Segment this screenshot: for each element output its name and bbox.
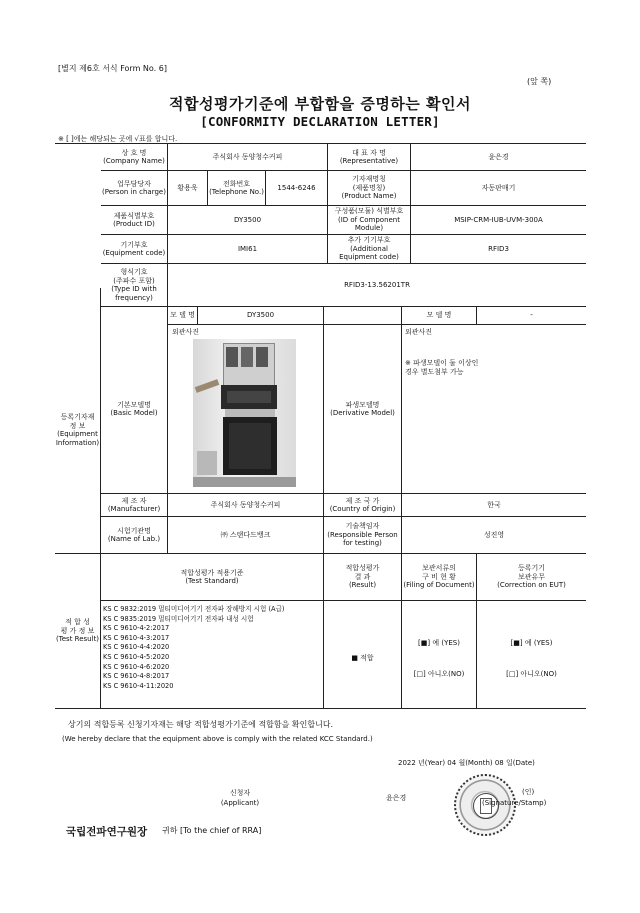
test-standard-list — [103, 605, 321, 691]
test-standard-item: KS C 9610-4-4:2020 — [103, 643, 170, 652]
basic-model-name-label: 모 델 명 — [170, 311, 195, 320]
product-name-label: 기자재명칭 (제품명칭) (Product Name) — [341, 175, 397, 201]
type-id-label: 형식기호 (주파수 포함) (Type ID with frequency) — [111, 268, 157, 302]
front-side-label: (앞 쪽) — [527, 77, 552, 86]
component-id-value: MSIP-CRM-IUB-UVM-300A — [454, 215, 543, 224]
applicant-label-korean: 신청자 — [229, 789, 251, 797]
manufacturer-label: 제 조 자 (Manufacturer) — [107, 496, 161, 513]
responsible-person-value: 성진영 — [483, 530, 505, 539]
basic-model-name-value: DY3500 — [246, 311, 275, 320]
document-title-english: [CONFORMITY DECLARATION LETTER] — [200, 114, 440, 129]
declaration-english: (We hereby declare that the equipment above is comply with the related KCC Standard.) — [62, 735, 373, 743]
form-number: [별지 제6호 서식 Form No. 6] — [58, 64, 167, 73]
result-header: 적합성평가 결 과 (Result) — [345, 564, 380, 590]
test-standard-item: KS C 9610-4-3:2017 — [103, 633, 170, 642]
applicant-label-english: (Applicant) — [220, 799, 260, 807]
test-standard-item: KS C 9610-4-11:2020 — [103, 681, 174, 690]
product-id-label: 제품식별부호 (Product ID) — [113, 211, 155, 228]
equipment-information-section-label: 등록기자재 정 보 (Equipment Information) — [55, 413, 100, 447]
additional-equipment-code-label: 추가 기기부호 (Additional Equipment code) — [339, 236, 399, 262]
checkmark-note: ※ [ ]에는 해당되는 곳에 √표를 합니다. — [58, 135, 178, 143]
telephone-label: 전화번호 (Telephone No.) — [209, 179, 264, 196]
equipment-code-label: 기기부호 (Equipment code) — [102, 240, 166, 257]
document-title-korean: 적합성평가기준에 부합함을 증명하는 확인서 — [169, 95, 471, 113]
correction-no-checkbox[interactable]: [□] 아니오(NO) — [506, 669, 557, 678]
test-standard-item: KS C 9610-4-6:2020 — [103, 662, 170, 671]
person-in-charge-value: 황용욱 — [177, 183, 198, 192]
manufacturer-value: 주식회사 동양청수커피 — [210, 500, 281, 509]
product-name-value: 자동판매기 — [481, 183, 516, 192]
recipient-korean: 국립전파연구원장 — [66, 826, 148, 838]
representative-value: 윤은경 — [488, 152, 509, 161]
basic-model-photo-label: 외관사진 — [172, 328, 200, 336]
filing-yes-checkbox[interactable]: [■] 예 (YES) — [418, 638, 460, 647]
country-of-origin-label: 제 조 국 가 (Country of Origin) — [329, 496, 396, 513]
representative-label: 대 표 자 명 (Representative) — [339, 148, 399, 165]
test-result-section-label: 적 합 성 평 가 정 보 (Test Result) — [55, 618, 100, 644]
basic-model-label: 기본모델명 (Basic Model) — [110, 400, 158, 417]
derivative-model-name-label: 모 델 명 — [426, 311, 452, 320]
person-in-charge-label: 업무담당자 (Person in charge) — [102, 179, 166, 196]
additional-equipment-code-value: RFID3 — [488, 244, 509, 253]
test-standard-item: KS C 9610-4-2:2017 — [103, 624, 170, 633]
derivative-model-name-value: - — [530, 311, 533, 320]
product-id-value: DY3500 — [233, 215, 262, 224]
seal-suffix: (인) — [522, 788, 535, 796]
derivative-model-label: 파생모델명 (Derivative Model) — [330, 400, 395, 417]
correction-on-eut-header: 등록기기 보관유무 (Correction on EUT) — [497, 564, 566, 590]
filing-of-document-header: 보관서류의 구 비 현 황 (Filing of Document) — [403, 564, 475, 590]
type-id-value: RFID3-13.56201TR — [344, 280, 410, 289]
test-standard-item: KS C 9610-4-8:2017 — [103, 672, 170, 681]
filing-no-checkbox[interactable]: [□] 아니오(NO) — [413, 669, 465, 678]
test-standard-item: KS C 9610-4-5:2020 — [103, 652, 170, 661]
lab-name-value: ㈜ 스탠다드뱅크 — [220, 530, 271, 539]
derivative-model-photo-label: 외관사진 — [405, 328, 433, 336]
derivative-model-note: ※ 파생모델이 둘 이상인 경우 별도첨부 가능 — [405, 359, 479, 376]
signature-stamp-label: (Signature/Stamp) — [482, 799, 547, 807]
responsible-person-label: 기술책임자 (Responsible Person for testing) — [327, 522, 398, 548]
lab-name-label: 시험기관명 (Name of Lab.) — [107, 526, 161, 543]
correction-yes-checkbox[interactable]: [■] 예 (YES) — [510, 638, 553, 647]
company-name-value: 주식회사 동양청수커피 — [212, 152, 283, 161]
test-standard-header: 적합성평가 적용기준 (Test Standard) — [180, 568, 244, 585]
applicant-name: 윤은경 — [386, 794, 407, 802]
company-name-label: 상 호 명 (Company Name) — [103, 148, 165, 165]
telephone-value: 1544-6246 — [277, 183, 316, 192]
declaration-date: 2022 년(Year) 04 월(Month) 08 일(Date) — [398, 759, 535, 767]
component-id-label: 구성품(모듈) 식별부호 (ID of Component Module) — [334, 207, 404, 233]
test-standard-item: KS C 9835:2019 멀티미디어기기 전자파 내성 시험 — [103, 614, 254, 623]
test-standard-item: KS C 9832:2019 멀티미디어기기 전자파 장해방지 시험 (A급) — [103, 605, 285, 613]
declaration-korean: 상기의 적합등록 신청기자재는 해당 적합성평가기준에 적합함을 확인합니다. — [68, 720, 334, 729]
result-value: ■ 적합 — [351, 653, 374, 662]
vending-machine-photo — [193, 339, 296, 487]
recipient-english: 귀하 [To the chief of RRA] — [162, 826, 262, 835]
equipment-code-value: IMI61 — [237, 244, 258, 253]
country-of-origin-value: 한국 — [487, 500, 501, 509]
